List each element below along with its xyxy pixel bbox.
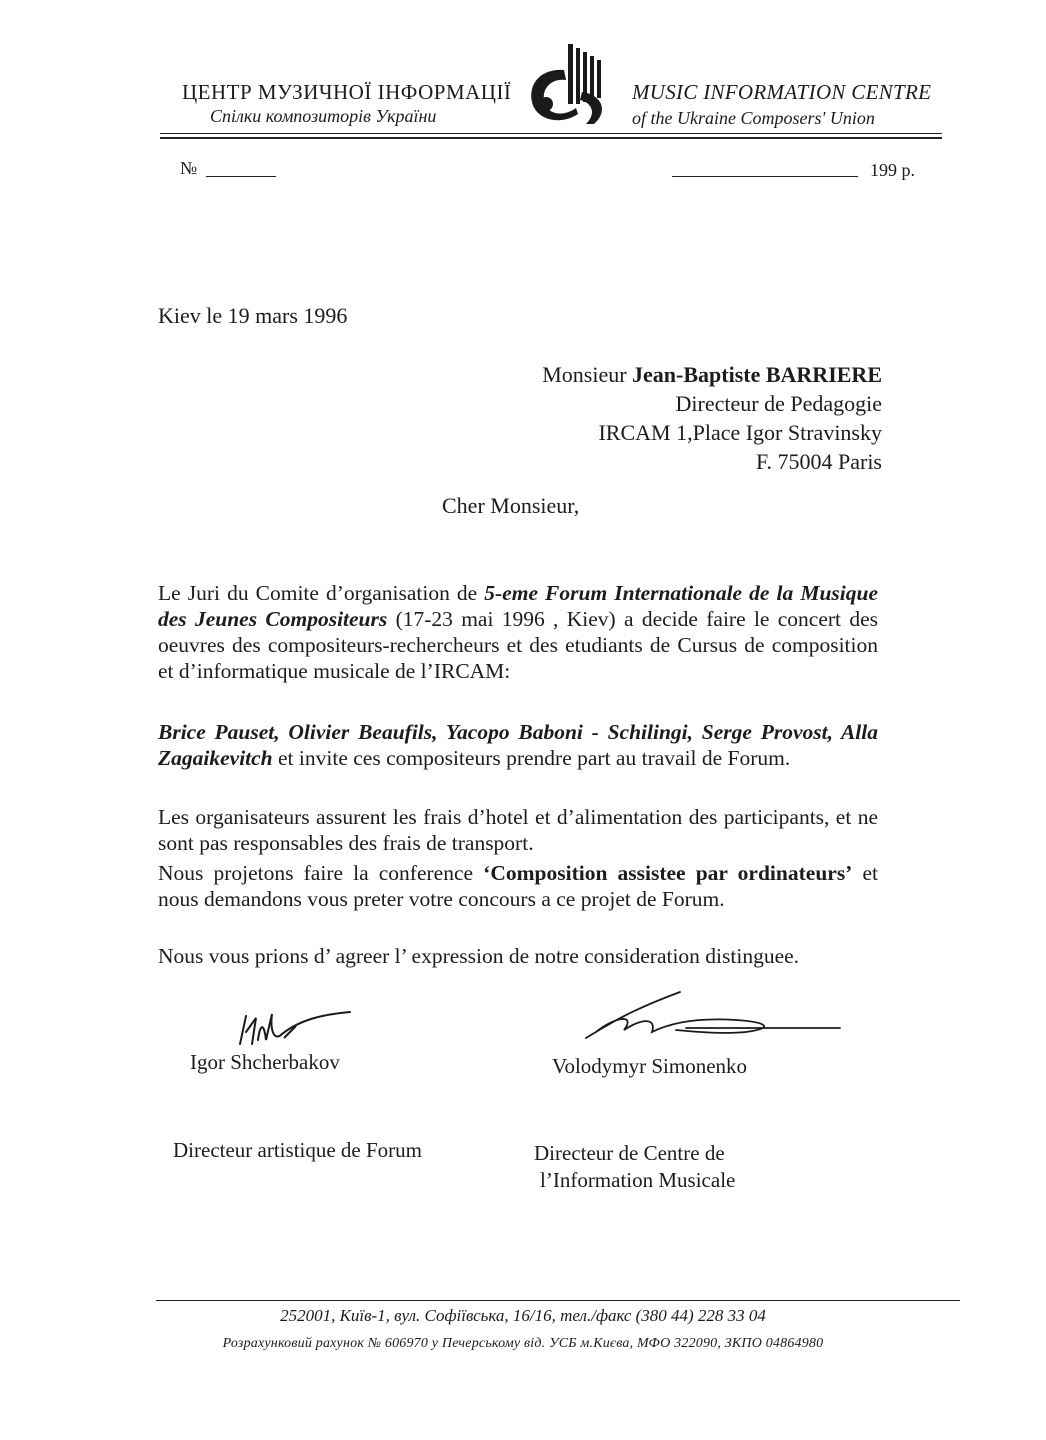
paragraph-1 — [158, 580, 878, 684]
signer-right-title-line1: Directeur de Centre de — [534, 1141, 725, 1165]
music-centre-logo — [520, 40, 620, 135]
signature-simonenko — [576, 986, 846, 1051]
org-subtitle-ukrainian: Спілки композиторів України — [210, 106, 437, 126]
recipient-address-2: F. 75004 Paris — [756, 449, 882, 474]
signer-left-title: Directeur artistique de Forum — [173, 1138, 423, 1162]
recipient-name: Jean-Baptiste BARRIERE — [632, 362, 882, 387]
org-name-english: MUSIC INFORMATION CENTRE — [632, 80, 932, 104]
recipient-name-line — [542, 362, 882, 388]
date-blank-line — [672, 176, 858, 177]
paragraph-2-rest: et invite ces compositeurs prendre part au travail de Forum. — [272, 746, 791, 770]
org-name-ukrainian: ЦЕНТР МУЗИЧНОЇ ІНФОРМАЦІЇ — [182, 80, 512, 104]
conference-title: ‘Composition assistee par ordinateurs’ — [483, 861, 853, 885]
reference-number-label: № — [180, 158, 198, 178]
paragraph-1-intro: Le Juri du Comite d’organisation de — [158, 581, 485, 605]
footer-bank-details: Розрахунковий рахунок № 606970 у Печерському від. УСБ м.Києва, МФО 322090, ЗКПО 04864980 — [222, 1336, 824, 1351]
footer-address: 252001, Київ-1, вул. Софіївська, 16/16, тел./факс (380 44) 228 33 04 — [280, 1306, 766, 1325]
paragraph-2 — [158, 719, 878, 771]
paragraph-3: Les organisateurs assurent les frais d’hotel et d’alimentation des participants, et ne sont pas responsables des frais de transport. — [158, 805, 878, 855]
letterhead-rule-top — [160, 133, 942, 134]
signer-left-name: Igor Shcherbakov — [190, 1050, 340, 1074]
paragraph-4 — [158, 860, 878, 912]
org-subtitle-english: of the Ukraine Composers' Union — [632, 108, 875, 128]
reference-number-line — [206, 176, 276, 177]
year-label: 199 р. — [870, 160, 915, 180]
letterhead-rule-bottom — [160, 137, 942, 139]
composers-list: Brice Pauset, Olivier Beaufils, Yacopo Baboni - Schilingi, Serge Provost, Alla Zagaikevitch — [158, 720, 878, 770]
paragraph-4-intro: Nous projetons faire la conference — [158, 861, 484, 885]
forum-name: 5-eme Forum Internationale de la Musique des Jeunes Compositeurs — [158, 581, 878, 631]
signer-right-title-line2: l’Information Musicale — [540, 1168, 736, 1192]
paragraph-5: Nous vous prions d’ agreer l’ expression de notre consideration distinguee. — [158, 944, 800, 968]
recipient-title: Directeur de Pedagogie — [675, 391, 882, 416]
paragraph-1-rest: (17-23 mai 1996 , Kiev) a decide faire le concert des oeuvres des compositeurs-rechercheurs et des etudiants de Cursus de composition et d’informatique musicale de l’IRCAM: — [158, 607, 878, 683]
paragraph-4-rest: et nous demandons vous preter votre concours a ce projet de Forum. — [158, 861, 878, 911]
footer-rule — [156, 1300, 960, 1301]
salutation: Cher Monsieur, — [442, 493, 580, 518]
recipient-prefix: Monsieur — [542, 362, 633, 387]
recipient-address-1: IRCAM 1,Place Igor Stravinsky — [598, 420, 882, 445]
signer-right-name: Volodymyr Simonenko — [552, 1054, 748, 1078]
place-date: Kiev le 19 mars 1996 — [158, 303, 348, 328]
